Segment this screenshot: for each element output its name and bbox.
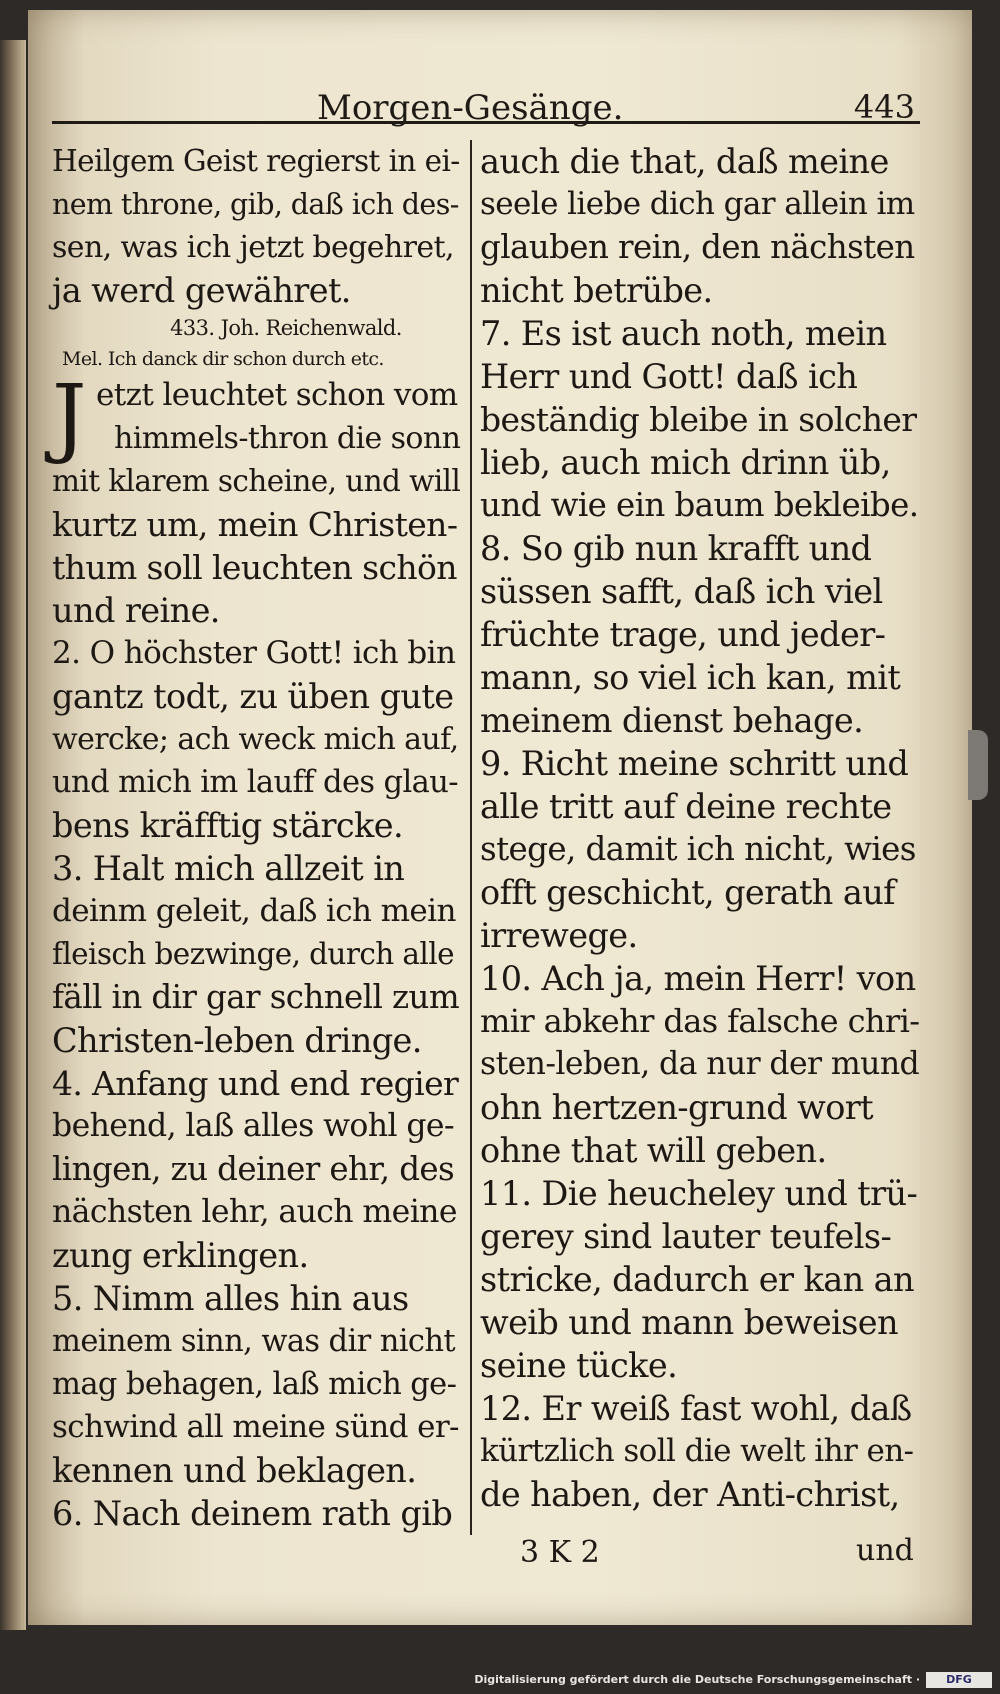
text-line: etzt leuchtet schon vom [96, 377, 458, 413]
text-line: deinm geleit, daß ich mein [52, 893, 456, 929]
right-column [480, 140, 920, 1516]
text-line: 2. O höchster Gott! ich bin [52, 635, 456, 671]
text-line: auch die that, daß meine [480, 142, 889, 181]
text-line: thum soll leuchten schön [52, 548, 457, 587]
text-line: nem throne, gib, daß ich des- [52, 188, 459, 221]
text-line: gerey sind lauter teufels- [480, 1217, 892, 1256]
dfg-logo: DFG [926, 1672, 992, 1688]
text-line: meinem dienst behage. [480, 701, 864, 740]
text-line: beständig bleibe in solcher [480, 400, 917, 439]
header-rule [52, 121, 920, 124]
verse-12 [480, 1387, 920, 1516]
text-line: mir abkehr das falsche chri- [480, 1002, 920, 1040]
text-line: meinem sinn, was dir nicht [52, 1324, 456, 1359]
text-line: alle tritt auf deine rechte [480, 787, 892, 826]
text-line: sen, was ich jetzt begehret, [52, 230, 454, 265]
text-line: nächsten lehr, auch meine [52, 1194, 457, 1230]
text-line: lingen, zu deiner ehr, des [52, 1150, 455, 1188]
text-line: mit klarem scheine, und will [52, 464, 461, 498]
text-line: 11. Die heucheley und trü- [480, 1174, 918, 1213]
verse-11 [480, 1172, 920, 1387]
text-line: wercke; ach weck mich auf, [52, 722, 459, 757]
hymn-number: 433. Joh. Reichenwald. [170, 316, 402, 340]
text-line: irrewege. [480, 916, 638, 955]
text-line: 9. Richt meine schritt und [480, 744, 909, 783]
verse-9 [480, 742, 920, 957]
text-line: früchte trage, und jeder- [480, 615, 886, 654]
melody-line: Mel. Ich danck dir schon durch etc. [62, 348, 384, 370]
text-line: süssen safft, daß ich viel [480, 572, 883, 611]
text-line: gantz todt, zu üben gute [52, 677, 454, 716]
text-line: Heilgem Geist regierst in ei- [52, 144, 460, 178]
text-line: glauben rein, den nächsten [480, 228, 915, 266]
text-line: bens kräfftig stärcke. [52, 806, 404, 845]
text-line: himmels-thron die sonn [114, 421, 461, 456]
text-line: Herr und Gott! daß ich [480, 357, 858, 396]
text-line: ohn hertzen-grund wort [480, 1088, 874, 1127]
text-line: schwind all meine sünd er- [52, 1409, 459, 1445]
text-line: mann, so viel ich kan, mit [480, 658, 901, 697]
text-line: fleisch bezwinge, durch alle [52, 937, 454, 971]
text-line: mag behagen, laß mich ge- [52, 1367, 457, 1402]
text-line: 6. Nach deinem rath gib [52, 1494, 453, 1533]
text-line: 5. Nimm alles hin aus [52, 1279, 409, 1318]
verse-6 [52, 1492, 460, 1535]
left-column [52, 140, 460, 1535]
verse-1 [52, 367, 461, 632]
text-line: sten-leben, da nur der mund [480, 1046, 920, 1082]
text-line: 3. Halt mich allzeit in [52, 849, 405, 888]
verse-6-continued [480, 140, 920, 312]
text-line: seine tücke. [480, 1346, 678, 1385]
digitization-credit: Digitalisierung gefördert durch die Deutsche Forschungsgemeinschaft · [474, 1673, 920, 1686]
text-line: offt geschicht, gerath auf [480, 873, 895, 912]
page-footer [0, 1535, 1000, 1575]
column-divider [470, 140, 472, 1535]
text-line: weib und mann beweisen [480, 1303, 898, 1342]
text-line: 10. Ach ja, mein Herr! von [480, 959, 916, 998]
text-line: nicht betrübe. [480, 271, 713, 310]
verse-3 [52, 847, 460, 1062]
text-line: seele liebe dich gar allein im [480, 186, 915, 222]
verse-4 [52, 1062, 460, 1277]
page-number: 443 [853, 88, 915, 126]
text-line: und wie ein baum bekleibe. [480, 486, 919, 524]
page-header [52, 88, 920, 128]
text-line: 8. So gib nun krafft und [480, 529, 872, 568]
text-line: behend, laß alles wohl ge- [52, 1108, 455, 1144]
text-line: 12. Er weiß fast wohl, daß [480, 1389, 912, 1428]
text-line: kürtzlich soll die welt ihr en- [480, 1433, 914, 1469]
text-line: 7. Es ist auch noth, mein [480, 314, 887, 353]
text-line: kennen und beklagen. [52, 1451, 417, 1490]
page-edge-line [21, 40, 24, 1630]
text-line: und mich im lauff des glau- [52, 765, 458, 800]
text-line: stege, damit ich nicht, wies [480, 830, 916, 868]
text-line: kurtz um, mein Christen- [52, 505, 458, 544]
text-line: und reine. [52, 591, 220, 630]
facing-page-edge [0, 40, 26, 1630]
continuation-text [52, 140, 460, 312]
text-line: Christen-leben dringe. [52, 1021, 422, 1060]
text-line: ohne that will geben. [480, 1131, 827, 1170]
text-line: lieb, auch mich drinn üb, [480, 443, 891, 482]
running-title: Morgen-Gesänge. [317, 88, 624, 128]
signature-mark: 3 K 2 [520, 1535, 600, 1570]
text-line: 4. Anfang und end regier [52, 1064, 459, 1103]
verse-2 [52, 632, 460, 847]
verse-5 [52, 1277, 460, 1492]
page-clip [968, 730, 988, 800]
verse-7 [480, 312, 920, 527]
text-line: stricke, dadurch er kan an [480, 1260, 914, 1299]
text-line: fäll in dir gar schnell zum [52, 978, 460, 1016]
catchword: und [856, 1533, 914, 1568]
verse-8 [480, 527, 920, 742]
drop-capital: J [52, 367, 86, 467]
text-line: ja werd gewähret. [52, 271, 351, 310]
text-line: zung erklingen. [52, 1236, 309, 1275]
verse-10 [480, 957, 920, 1172]
text-line: de haben, der Anti-christ, [480, 1475, 900, 1514]
